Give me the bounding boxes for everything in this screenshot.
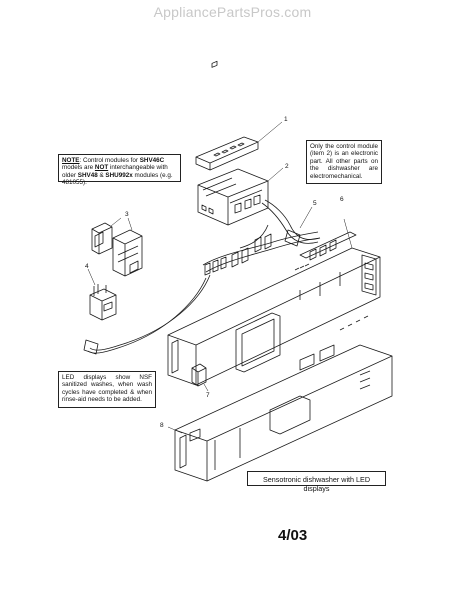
callout-1: 1: [284, 116, 288, 123]
part-7-indicator: [192, 364, 208, 391]
part-4-door-switch: [88, 269, 116, 320]
part-5-wiring-harness: [84, 200, 320, 354]
callout-7: 7: [206, 392, 210, 399]
callout-2: 2: [285, 163, 289, 170]
callout-4: 4: [85, 263, 89, 270]
part-2-control-module: [198, 168, 283, 225]
note-text-4: &: [97, 171, 106, 179]
callout-numbers: [85, 116, 344, 429]
callout-3: 3: [125, 211, 129, 218]
part-6-control-panel: [168, 219, 380, 385]
electronic-note-box: Only the control module (item 2) is an electronic part. All other parts on the dishwasher are electromechanical.: [306, 140, 382, 184]
note-text-5: modules (e.g. 481055).: [62, 171, 173, 187]
note-prefix: NOTE: [62, 157, 80, 164]
diagram-caption: Sensotronic dishwasher with LED displays: [247, 471, 386, 486]
page-number: 4/03: [278, 527, 308, 544]
callout-8: 8: [160, 422, 164, 429]
note-text-1: : Control modules for: [79, 157, 140, 164]
callout-6: 6: [340, 196, 344, 203]
note-text-2: models are: [62, 164, 95, 172]
note-not-word: NOT: [94, 164, 109, 172]
note-text-3: interchangeable with older: [62, 164, 168, 179]
note-model-3: SHU992x: [105, 171, 133, 179]
callout-5: 5: [313, 200, 317, 207]
part-3-switch-assembly: [92, 218, 142, 276]
note-model-1: SHV46C: [139, 157, 165, 164]
note-model-2: SHV48: [77, 171, 98, 179]
watermark: AppliancePartsPros.com: [153, 4, 312, 20]
part-1-display-board: [196, 61, 282, 170]
led-note-box: LED displays show NSF sanitized washes, when wash cycles have completed & when rinse-aid needs to be added.: [58, 371, 156, 408]
